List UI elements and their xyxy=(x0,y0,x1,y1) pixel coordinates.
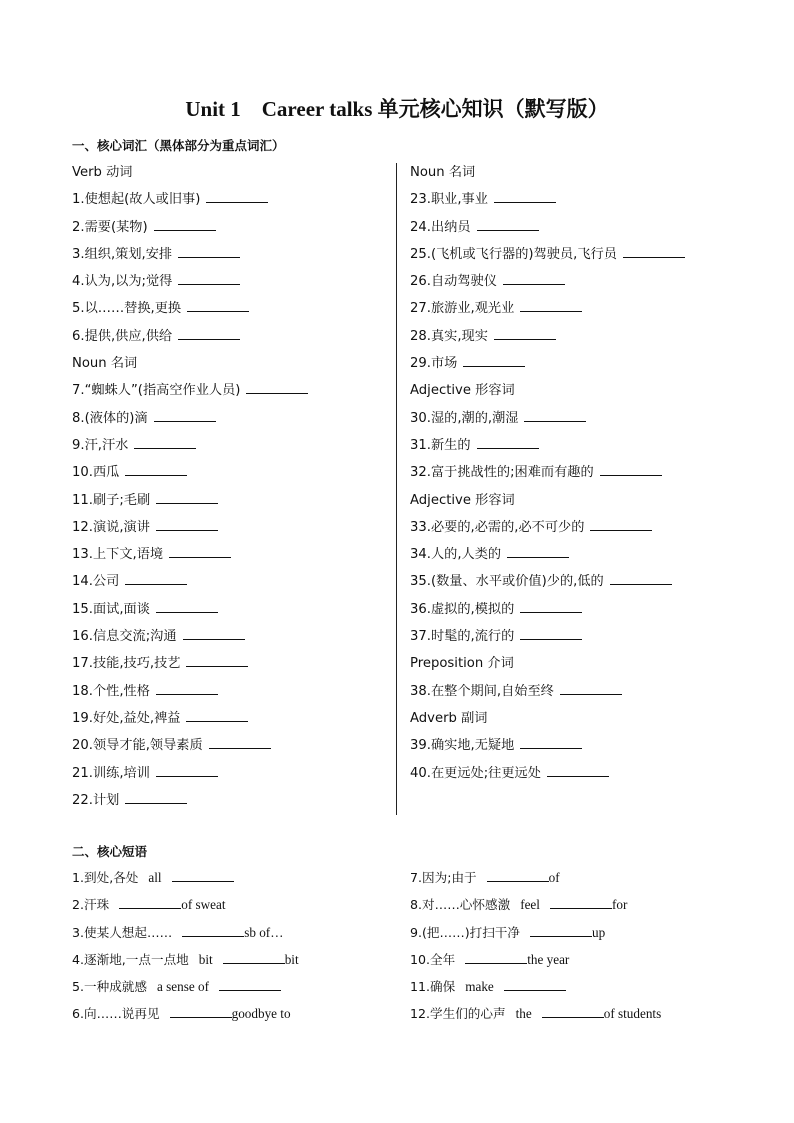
vocab-item-text: 22.计划 xyxy=(72,792,120,808)
vocab-item-text: Noun 名词 xyxy=(410,165,476,180)
answer-blank[interactable] xyxy=(125,571,187,585)
vocab-item-text: 16.信息交流;沟通 xyxy=(72,629,177,645)
phrase-chinese: 4.逐渐地,一点一点地 xyxy=(72,951,189,967)
section-2-heading: 二、核心短语 xyxy=(72,844,148,859)
vocab-item xyxy=(410,268,685,295)
vocab-item xyxy=(410,214,685,241)
vocab-category-label xyxy=(410,377,685,404)
answer-blank[interactable] xyxy=(560,681,622,695)
phrase-suffix: up xyxy=(592,924,606,940)
answer-blank[interactable] xyxy=(223,950,285,964)
vocab-item-text: 19.好处,益处,裨益 xyxy=(72,710,181,726)
vocab-item xyxy=(72,514,308,541)
vocab-category-label xyxy=(72,159,308,186)
vocab-item-text: 25.(飞机或飞行器的)驾驶员,飞行员 xyxy=(410,246,617,262)
phrase-suffix: of students xyxy=(603,1006,662,1022)
vocab-category-label xyxy=(410,705,685,732)
vocab-item-text: 21.训练,培训 xyxy=(72,765,150,781)
vocab-item-text: 1.使想起(故人或旧事) xyxy=(72,192,201,208)
vocab-item-text: 23.职业,事业 xyxy=(410,192,488,208)
answer-blank[interactable] xyxy=(156,763,218,777)
answer-blank[interactable] xyxy=(520,599,582,613)
phrase-prefix: make xyxy=(465,979,494,995)
vocab-item-text: 8.(液体的)滴 xyxy=(72,410,148,426)
phrase-item xyxy=(72,919,299,946)
answer-blank[interactable] xyxy=(590,517,652,531)
vocab-item-text: 13.上下文,语境 xyxy=(72,547,164,563)
vocab-item-text: 12.演说,演讲 xyxy=(72,519,150,535)
vocab-item-text: 34.人的,人类的 xyxy=(410,547,502,563)
answer-blank[interactable] xyxy=(169,544,231,558)
answer-blank[interactable] xyxy=(487,868,549,882)
phrase-left-column xyxy=(72,864,299,1028)
answer-blank[interactable] xyxy=(125,462,187,476)
phrase-chinese: 1.到处,各处 xyxy=(72,870,139,885)
answer-blank[interactable] xyxy=(206,189,268,203)
vocab-item-text: 29.市场 xyxy=(410,356,458,372)
answer-blank[interactable] xyxy=(209,735,271,749)
vocab-item-text: 39.确实地,无疑地 xyxy=(410,738,515,754)
phrase-chinese: 2.汗珠 xyxy=(72,897,110,913)
phrase-chinese: 3.使某人想起…… xyxy=(72,924,173,940)
vocab-item xyxy=(410,405,685,432)
vocab-item-text: 38.在整个期间,自始至终 xyxy=(410,683,554,699)
vocab-left-column xyxy=(72,159,308,814)
vocab-item xyxy=(410,241,685,268)
phrase-prefix: the xyxy=(515,1006,532,1022)
answer-blank[interactable] xyxy=(156,681,218,695)
phrase-prefix: all xyxy=(148,870,162,885)
phrase-chinese: 10.全年 xyxy=(410,951,456,967)
vocab-item xyxy=(72,787,308,814)
phrase-suffix: bit xyxy=(284,951,299,967)
vocab-item xyxy=(72,377,308,404)
answer-blank[interactable] xyxy=(125,790,187,804)
answer-blank[interactable] xyxy=(520,735,582,749)
vocab-item-text: 18.个性,性格 xyxy=(72,683,150,699)
vocab-item xyxy=(72,241,308,268)
phrase-suffix: goodbye to xyxy=(231,1006,291,1022)
vocab-item-text: 17.技能,技巧,技艺 xyxy=(72,656,181,672)
vocab-item-text: 24.出纳员 xyxy=(410,219,471,235)
vocab-item-text: 2.需要(某物) xyxy=(72,219,148,235)
answer-blank[interactable] xyxy=(134,435,196,449)
vocab-item-text: Preposition 介词 xyxy=(410,656,514,672)
answer-blank[interactable] xyxy=(520,626,582,640)
answer-blank[interactable] xyxy=(494,189,556,203)
answer-blank[interactable] xyxy=(477,217,539,231)
answer-blank[interactable] xyxy=(542,1004,604,1018)
phrase-item xyxy=(72,973,299,1000)
phrase-chinese: 11.确保 xyxy=(410,979,456,995)
phrase-item xyxy=(410,891,661,918)
vocab-item-text: 28.真实,现实 xyxy=(410,328,488,344)
vocab-item xyxy=(410,596,685,623)
answer-blank[interactable] xyxy=(154,408,216,422)
vocab-item-text: 4.认为,以为;觉得 xyxy=(72,274,173,290)
answer-blank[interactable] xyxy=(550,895,612,909)
vocab-item-text: 5.以……替换,更换 xyxy=(72,301,182,317)
vocab-item-text: Adverb 副词 xyxy=(410,710,488,726)
vocab-item xyxy=(410,459,685,486)
vocab-item-text: 20.领导才能,领导素质 xyxy=(72,738,203,754)
answer-blank[interactable] xyxy=(219,977,281,991)
vocab-item xyxy=(72,214,308,241)
phrase-item xyxy=(410,946,661,973)
answer-blank[interactable] xyxy=(503,271,565,285)
vocab-item xyxy=(410,514,685,541)
answer-blank[interactable] xyxy=(623,244,685,258)
vocab-category-label xyxy=(410,487,685,514)
vocab-item xyxy=(410,323,685,350)
vocab-item-text: 31.新生的 xyxy=(410,437,471,453)
vocab-item xyxy=(72,268,308,295)
phrase-chinese: 12.学生们的心声 xyxy=(410,1006,506,1022)
answer-blank[interactable] xyxy=(465,950,527,964)
vocab-item-text: 10.西瓜 xyxy=(72,465,120,481)
phrase-right-column xyxy=(410,864,661,1028)
vocab-item xyxy=(410,541,685,568)
phrase-item xyxy=(72,946,299,973)
vocab-item xyxy=(72,596,308,623)
vocab-item-text: 6.提供,供应,供给 xyxy=(72,328,173,344)
answer-blank[interactable] xyxy=(186,653,248,667)
vocab-item xyxy=(410,678,685,705)
answer-blank[interactable] xyxy=(524,408,586,422)
vocab-item-text: 9.汗,汗水 xyxy=(72,437,129,453)
vocab-item xyxy=(72,405,308,432)
answer-blank[interactable] xyxy=(504,977,566,991)
page-title: Unit 1 Career talks 单元核心知识（默写版） xyxy=(185,97,609,121)
vocab-item xyxy=(72,732,308,759)
vocab-item-text: 37.时髦的,流行的 xyxy=(410,629,515,645)
phrase-item xyxy=(72,891,299,918)
answer-blank[interactable] xyxy=(170,1004,232,1018)
vocab-item xyxy=(410,295,685,322)
vocab-item-text: 32.富于挑战性的;困难而有趣的 xyxy=(410,465,594,481)
vocab-item xyxy=(72,650,308,677)
vocab-item-text: 33.必要的,必需的,必不可少的 xyxy=(410,519,585,535)
phrase-suffix: of xyxy=(548,870,560,885)
vocab-item xyxy=(410,186,685,213)
vocab-item-text: 3.组织,策划,安排 xyxy=(72,246,173,262)
phrase-suffix: the year xyxy=(527,951,570,967)
phrase-chinese: 5.一种成就感 xyxy=(72,979,147,995)
answer-blank[interactable] xyxy=(182,923,244,937)
answer-blank[interactable] xyxy=(463,353,525,367)
vocab-item xyxy=(410,760,685,787)
phrase-chinese: 8.对……心怀感激 xyxy=(410,897,511,913)
vocab-item xyxy=(72,186,308,213)
vocab-item xyxy=(72,323,308,350)
phrase-suffix: of sweat xyxy=(181,897,226,913)
vocab-right-column xyxy=(410,159,685,787)
answer-blank[interactable] xyxy=(154,217,216,231)
answer-blank[interactable] xyxy=(477,435,539,449)
phrase-chinese: 6.向……说再见 xyxy=(72,1006,160,1022)
vocab-item-text: 15.面试,面谈 xyxy=(72,601,150,617)
answer-blank[interactable] xyxy=(187,298,249,312)
vocab-item xyxy=(72,568,308,595)
answer-blank[interactable] xyxy=(156,599,218,613)
vocab-item xyxy=(72,432,308,459)
phrase-prefix: bit xyxy=(198,951,213,967)
answer-blank[interactable] xyxy=(156,490,218,504)
answer-blank[interactable] xyxy=(520,298,582,312)
vocab-item-text: Adjective 形容词 xyxy=(410,492,515,508)
answer-blank[interactable] xyxy=(178,326,240,340)
vocab-item-text: 30.湿的,潮的,潮湿 xyxy=(410,410,519,426)
vocab-item xyxy=(72,705,308,732)
phrase-item xyxy=(410,1000,661,1027)
phrase-prefix: a sense of xyxy=(157,979,209,995)
vocab-item-text: 36.虚拟的,模拟的 xyxy=(410,601,515,617)
answer-blank[interactable] xyxy=(178,244,240,258)
vocab-item-text: 27.旅游业,观光业 xyxy=(410,301,515,317)
vocab-category-label xyxy=(410,159,685,186)
answer-blank[interactable] xyxy=(610,571,672,585)
vocab-item-text: Verb 动词 xyxy=(72,165,133,180)
answer-blank[interactable] xyxy=(178,271,240,285)
answer-blank[interactable] xyxy=(186,708,248,722)
vocab-item xyxy=(410,732,685,759)
vocab-item xyxy=(410,432,685,459)
answer-blank[interactable] xyxy=(530,923,592,937)
section-1-heading: 一、核心词汇（黑体部分为重点词汇） xyxy=(72,138,285,153)
phrase-item xyxy=(410,973,661,1000)
phrase-item xyxy=(410,919,661,946)
vocab-item xyxy=(72,487,308,514)
answer-blank[interactable] xyxy=(156,517,218,531)
vocab-item xyxy=(72,541,308,568)
column-divider xyxy=(396,163,397,815)
phrase-item xyxy=(72,1000,299,1027)
vocab-category-label xyxy=(410,650,685,677)
answer-blank[interactable] xyxy=(600,462,662,476)
vocab-item-text: 35.(数量、水平或价值)少的,低的 xyxy=(410,574,604,590)
answer-blank[interactable] xyxy=(494,326,556,340)
vocab-item-text: Noun 名词 xyxy=(72,356,138,372)
answer-blank[interactable] xyxy=(246,380,308,394)
phrase-chinese: 7.因为;由于 xyxy=(410,870,477,885)
phrase-chinese: 9.(把……)打扫干净 xyxy=(410,924,520,940)
phrase-prefix: feel xyxy=(520,897,540,913)
answer-blank[interactable] xyxy=(183,626,245,640)
vocab-item xyxy=(72,678,308,705)
vocab-item xyxy=(72,295,308,322)
vocab-item xyxy=(72,459,308,486)
vocab-item xyxy=(410,350,685,377)
vocab-item-text: 14.公司 xyxy=(72,574,120,590)
answer-blank[interactable] xyxy=(172,868,234,882)
vocab-category-label xyxy=(72,350,308,377)
vocab-item-text: 40.在更远处;往更远处 xyxy=(410,765,541,781)
vocab-item xyxy=(410,623,685,650)
answer-blank[interactable] xyxy=(507,544,569,558)
vocab-item-text: 7.“蜘蛛人”(指高空作业人员) xyxy=(72,383,241,399)
vocab-item-text: Adjective 形容词 xyxy=(410,383,515,399)
phrase-suffix: sb of… xyxy=(244,924,284,940)
phrase-item xyxy=(72,864,299,891)
phrase-suffix: for xyxy=(611,897,628,913)
answer-blank[interactable] xyxy=(119,895,181,909)
vocab-item xyxy=(72,623,308,650)
phrase-item xyxy=(410,864,661,891)
vocab-item xyxy=(410,568,685,595)
vocab-item-text: 11.刷子;毛刷 xyxy=(72,492,151,508)
answer-blank[interactable] xyxy=(547,763,609,777)
vocab-item xyxy=(72,760,308,787)
vocab-item-text: 26.自动驾驶仪 xyxy=(410,274,497,290)
